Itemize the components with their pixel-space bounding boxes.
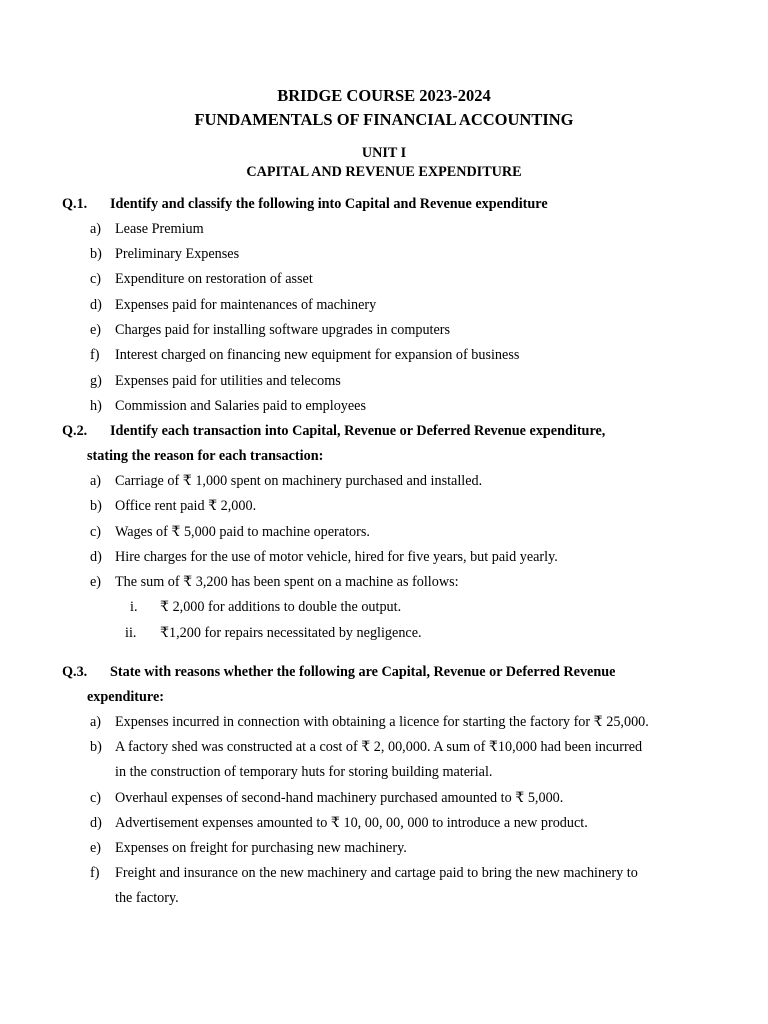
- item-text-continued: the factory.: [115, 890, 179, 906]
- item-label: c): [90, 271, 102, 287]
- item-label: b): [90, 246, 102, 262]
- item-label: c): [90, 524, 102, 540]
- item-label: d): [90, 815, 102, 831]
- question-text: Identify each transaction into Capital, Revenue or Deferred Revenue expenditure,: [110, 423, 606, 439]
- subject-title: FUNDAMENTALS OF FINANCIAL ACCOUNTING: [194, 110, 574, 129]
- question-number: Q.3.: [62, 664, 88, 680]
- item-text: Preliminary Expenses: [115, 246, 240, 262]
- item-text: A factory shed was constructed at a cost of ₹ 2, 00,000. A sum of ₹10,000 had been incurred: [115, 739, 643, 755]
- question-number: Q.2.: [62, 423, 88, 439]
- item-label: f): [90, 347, 100, 363]
- item-label: a): [90, 473, 102, 489]
- item-text: Expenses on freight for purchasing new machinery.: [115, 840, 407, 856]
- subitem-label: ii.: [125, 625, 137, 641]
- item-text: Interest charged on financing new equipment for expansion of business: [115, 347, 520, 363]
- item-text: Carriage of ₹ 1,000 spent on machinery purchased and installed.: [115, 473, 483, 489]
- item-text: Wages of ₹ 5,000 paid to machine operators.: [115, 524, 370, 540]
- item-label: a): [90, 221, 102, 237]
- item-label: d): [90, 297, 102, 313]
- item-text: Charges paid for installing software upgrades in computers: [115, 322, 451, 338]
- question-text: Identify and classify the following into Capital and Revenue expenditure: [110, 196, 548, 212]
- item-text: Expenditure on restoration of asset: [115, 271, 313, 287]
- item-text: Expenses paid for maintenances of machinery: [115, 297, 377, 313]
- item-text-continued: in the construction of temporary huts for storing building material.: [115, 764, 493, 780]
- item-text: Freight and insurance on the new machinery and cartage paid to bring the new machinery to: [115, 865, 638, 881]
- unit-label: UNIT I: [361, 145, 407, 161]
- item-label: b): [90, 498, 102, 514]
- question-text-continued: expenditure:: [87, 689, 164, 705]
- item-text: Expenses incurred in connection with obtaining a licence for starting the factory for ₹ 25,000.: [115, 714, 649, 730]
- course-title: BRIDGE COURSE 2023-2024: [277, 86, 491, 105]
- item-text: Lease Premium: [115, 221, 204, 237]
- item-label: a): [90, 714, 102, 730]
- item-label: d): [90, 549, 102, 565]
- item-text: Expenses paid for utilities and telecoms: [115, 373, 341, 389]
- question-text-continued: stating the reason for each transaction:: [87, 448, 324, 464]
- item-label: e): [90, 574, 102, 590]
- item-text: Hire charges for the use of motor vehicle, hired for five years, but paid yearly.: [115, 549, 558, 565]
- item-text: Advertisement expenses amounted to ₹ 10, 00, 00, 000 to introduce a new product.: [115, 815, 588, 831]
- item-text: The sum of ₹ 3,200 has been spent on a machine as follows:: [115, 574, 459, 590]
- subitem-text: ₹ 2,000 for additions to double the output.: [160, 599, 402, 615]
- subitem-text: ₹1,200 for repairs necessitated by negligence.: [160, 625, 422, 641]
- item-label: e): [90, 840, 102, 856]
- item-text: Commission and Salaries paid to employees: [115, 398, 367, 414]
- item-label: c): [90, 790, 102, 806]
- item-label: b): [90, 739, 102, 755]
- question-number: Q.1.: [62, 196, 88, 212]
- question-text: State with reasons whether the following are Capital, Revenue or Deferred Revenue: [110, 664, 616, 680]
- item-label: e): [90, 322, 102, 338]
- item-label: f): [90, 865, 100, 881]
- subitem-label: i.: [130, 599, 138, 615]
- item-label: h): [90, 398, 102, 414]
- item-label: g): [90, 373, 102, 389]
- item-text: Office rent paid ₹ 2,000.: [115, 498, 257, 514]
- unit-title: CAPITAL AND REVENUE EXPENDITURE: [246, 164, 522, 180]
- item-text: Overhaul expenses of second-hand machinery purchased amounted to ₹ 5,000.: [115, 790, 564, 806]
